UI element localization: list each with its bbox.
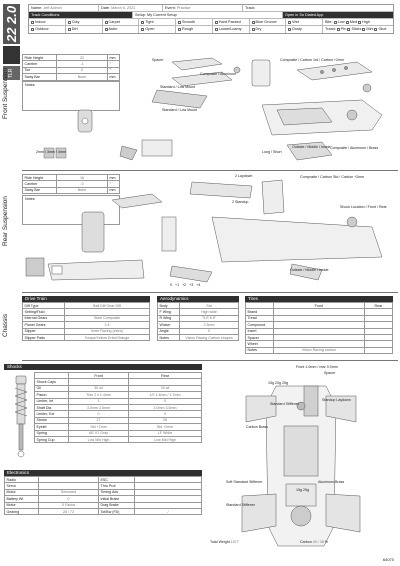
checkbox-icon xyxy=(68,21,71,24)
condition-label: Outdoor xyxy=(35,27,49,31)
front-callout-composite: Composite / Aluminum xyxy=(200,72,236,76)
tires-row-label: Brand xyxy=(246,309,274,315)
front-suspension-row-value[interactable]: 22 xyxy=(57,55,108,61)
shocks-rear-value[interactable]: Std +2mm xyxy=(129,424,202,430)
condition-label: Dirt xyxy=(71,27,78,31)
checkbox-icon xyxy=(252,21,255,24)
condition-checkbox[interactable] xyxy=(139,26,176,33)
drive-train-row-value[interactable]: Inner Racing (extra) xyxy=(65,328,150,334)
shocks-front-value[interactable]: 27 xyxy=(69,417,129,423)
checkbox-icon xyxy=(141,21,144,24)
electronics-value[interactable]: Sensored xyxy=(39,489,99,495)
electronics-label: Radio xyxy=(5,477,39,483)
drive-train-section xyxy=(22,296,150,341)
electronics-title: Electronics xyxy=(4,470,202,476)
electronics-label: ESC xyxy=(99,477,135,483)
chassis-callout-stiffener: Standard Stiffener xyxy=(270,402,299,406)
aero-row-label: F Wing xyxy=(158,309,180,315)
front-suspension-row-unit: mm xyxy=(108,55,120,61)
rear-suspension-row-label: Camber xyxy=(23,181,57,187)
aero-section xyxy=(157,296,239,341)
tires-front-value[interactable]: Vision Racing carbon xyxy=(274,347,365,353)
rear-suspension-row-value[interactable]: None xyxy=(57,187,108,193)
event-field[interactable] xyxy=(163,5,243,11)
checkbox-icon xyxy=(178,21,181,24)
front-suspension-row-value[interactable]: -1 xyxy=(57,61,108,67)
aero-row-label: R Wing xyxy=(158,315,180,321)
shocks-row-label: Eyelet xyxy=(35,424,69,430)
chassis-callout-spacer: Spacer xyxy=(324,371,336,375)
rear-callout-laydown: 2 Laydown xyxy=(235,174,253,178)
shocks-row xyxy=(35,436,202,442)
condition-checkbox[interactable] xyxy=(250,19,287,25)
condition-label: Dry xyxy=(255,27,262,31)
condition-checkbox[interactable] xyxy=(29,26,66,33)
electronics-value[interactable]: X Factor xyxy=(39,502,99,508)
track-label: Track: xyxy=(245,6,256,10)
condition-checkbox[interactable] xyxy=(66,26,103,33)
aero-row-label: Notes xyxy=(158,334,180,340)
shocks-front-value[interactable]: AE V1 Gray xyxy=(69,430,129,436)
shocks-row-label: Limiter, Ext xyxy=(35,411,69,417)
shocks-rear-value[interactable]: Low Mid High xyxy=(129,436,202,442)
chassis-callout-weights-2: 15g 25g xyxy=(296,488,309,492)
electronics-label: Tot/Bw (FD) xyxy=(99,508,135,514)
drive-train-row-value[interactable]: Steel Composite xyxy=(65,315,150,321)
electronics-label: Motor xyxy=(5,502,39,508)
aero-row xyxy=(158,334,239,340)
condition-label: Smooth xyxy=(182,20,196,24)
tires-row-label: Compound xyxy=(246,322,274,328)
condition-label: Tight xyxy=(145,20,154,24)
tires-row-label: Wheel xyxy=(246,341,274,347)
checkbox-icon xyxy=(358,21,361,24)
checkbox-icon xyxy=(105,21,108,24)
front-callout-size: 2mm / 3mm / 4mm xyxy=(36,150,66,154)
shocks-title: Shocks xyxy=(4,364,202,370)
rear-notes-label: Notes: xyxy=(25,197,36,201)
option-label: Mini xyxy=(366,27,375,31)
front-suspension-row-unit: mm xyxy=(108,74,120,80)
front-callout-position: Outside / Middle / Inside xyxy=(292,145,331,149)
shocks-front-value[interactable]: 30 wt xyxy=(69,385,129,391)
track-field[interactable] xyxy=(243,5,393,11)
shocks-rear-value[interactable]: 0 xyxy=(129,398,202,404)
condition-label: Open xyxy=(145,27,155,31)
front-notes-label: Notes: xyxy=(25,83,36,87)
checkbox-icon xyxy=(347,28,350,31)
shocks-row-label: Stroke xyxy=(35,417,69,423)
rear-callout-shock-location: Shock Location / Front / Rear xyxy=(340,205,387,209)
condition-label: Dusty xyxy=(292,27,302,31)
condition-checkbox[interactable] xyxy=(139,19,176,25)
name-value: Jeff Aldrich xyxy=(43,6,62,10)
shocks-table xyxy=(34,372,202,443)
checkbox-icon xyxy=(374,28,377,31)
shocks-front-value[interactable]: Thin 2 x 1.4mm xyxy=(69,392,129,398)
condition-option-group[interactable] xyxy=(323,19,393,25)
shocks-rear-value[interactable]: 30 wt xyxy=(129,385,202,391)
drive-train-row-label: Internal Gears xyxy=(23,315,65,321)
condition-checkbox[interactable] xyxy=(103,26,140,33)
front-suspension-row-label: Toe xyxy=(23,67,57,73)
rear-suspension-row-unit: mm xyxy=(108,175,120,181)
tires-column-header: Front xyxy=(274,303,365,309)
option-label: Low xyxy=(337,20,346,24)
option-label: Med xyxy=(349,20,359,24)
drive-train-row-label: Setting/Fluid xyxy=(23,309,65,315)
rear-suspension-row-unit: ° xyxy=(108,181,120,187)
rear-suspension-row-label: Sway Bar xyxy=(23,187,57,193)
condition-label: Wet xyxy=(292,20,299,24)
tires-column-header: Rear xyxy=(364,303,392,309)
shocks-front-value[interactable]: 3.0mm 3.5mm xyxy=(69,404,129,410)
electronics-value[interactable]: / xyxy=(135,508,202,514)
checkbox-icon xyxy=(362,28,365,31)
condition-label: Loose/Loamy xyxy=(218,27,242,31)
drive-train-row-label: Diff Type xyxy=(23,303,65,309)
electronics-label: Battery Wt xyxy=(5,496,39,502)
checkbox-icon xyxy=(31,28,34,31)
electronics-value[interactable]: 0 xyxy=(39,496,99,502)
front-callout-standard: Standard / Low Mount xyxy=(162,108,198,112)
option-group-label: Bite: xyxy=(325,20,334,24)
page-number: 64070 xyxy=(382,557,394,562)
rear-suspension-row-label: Ride Height xyxy=(23,175,57,181)
condition-checkbox[interactable] xyxy=(213,26,250,33)
shocks-row-label: Spring xyxy=(35,430,69,436)
condition-label: Clay xyxy=(71,20,80,24)
front-suspension-row-value[interactable]: None xyxy=(57,74,108,80)
condition-checkbox[interactable] xyxy=(213,19,250,25)
drive-train-row-value[interactable]: Ball Diff Gear Diff xyxy=(65,303,150,309)
electronics-label: Drag Brake xyxy=(99,502,135,508)
name-field[interactable] xyxy=(29,5,99,11)
condition-checkbox[interactable] xyxy=(176,19,213,25)
shocks-rear-value[interactable]: 26 xyxy=(129,417,202,423)
shocks-row-label: Limiter, Int xyxy=(35,398,69,404)
condition-checkbox[interactable] xyxy=(103,19,140,25)
electronics-row xyxy=(5,508,202,514)
section-divider-2 xyxy=(22,292,398,293)
front-suspension-row-label: Sway Bar xyxy=(23,74,57,80)
track-conditions-title: Track Conditions xyxy=(29,12,133,18)
conditions-row-1 xyxy=(29,19,393,26)
front-suspension-row-label: Camber xyxy=(23,61,57,67)
drive-train-row-value[interactable]: Torque/Yellow Drive/Orange xyxy=(65,334,150,340)
shocks-row-label: Piston xyxy=(35,392,69,398)
shocks-front-value[interactable]: 1 xyxy=(69,398,129,404)
checkbox-icon xyxy=(288,21,291,24)
tires-rear-value[interactable] xyxy=(364,347,392,353)
chassis-label: Chassis xyxy=(2,313,9,337)
shock-icon xyxy=(6,374,36,460)
front-suspension-row-unit: ° xyxy=(108,67,120,73)
shocks-front-value[interactable]: Std +2mm xyxy=(69,424,129,430)
shocks-front-value[interactable]: 0 xyxy=(69,411,129,417)
rear-callout-position: Outside / Middle / Inside xyxy=(290,268,329,272)
brand-logo: TLR xyxy=(3,66,20,80)
aero-title: Aerodynamics xyxy=(157,296,239,302)
aero-row-label: Wicker xyxy=(158,322,180,328)
condition-label: Blue Groove xyxy=(255,20,277,24)
front-callout-composite-2: Composite / Aluminum / Brass xyxy=(330,146,379,150)
front-suspension-row-unit: ° xyxy=(108,61,120,67)
aero-row-value[interactable]: Std xyxy=(180,303,239,309)
front-callout-length: Long / Short xyxy=(262,150,282,154)
electronics-label: Servo xyxy=(5,483,39,489)
option-group-label: Tread: xyxy=(325,27,337,31)
front-suspension-row-label: Ride Height xyxy=(23,55,57,61)
drive-train-row xyxy=(23,334,150,340)
shocks-column-header: Rear xyxy=(129,373,202,379)
condition-checkbox[interactable] xyxy=(66,19,103,25)
date-field[interactable] xyxy=(99,5,163,11)
electronics-label: Timing Adv xyxy=(99,489,135,495)
electronics-label: Initial Brake xyxy=(99,496,135,502)
chassis-callout-front-rear: Front 1.0mm / rear 0.0mm xyxy=(296,365,338,369)
section-divider-1 xyxy=(22,170,398,171)
tires-section xyxy=(245,296,393,354)
aero-row-value[interactable]: Vision Racing Carbon shapes xyxy=(180,334,239,340)
tires-row-label: Notes xyxy=(246,347,274,353)
shocks-row-label: Oil xyxy=(35,385,69,391)
checkbox-icon xyxy=(178,28,181,31)
tires-row xyxy=(246,347,393,353)
electronics-label: Motor xyxy=(5,489,39,495)
date-value: March 6, 2021 xyxy=(111,6,136,10)
condition-checkbox[interactable] xyxy=(29,19,66,25)
condition-checkbox[interactable] xyxy=(286,26,323,33)
front-suspension-label: Front Suspension xyxy=(2,68,9,120)
shocks-section xyxy=(4,364,202,442)
shocks-row-label: Shaft Dia xyxy=(35,404,69,410)
shocks-rear-value[interactable]: 1/2 1.4mm / 1.7mm xyxy=(129,392,202,398)
chassis-top-diagram xyxy=(206,366,396,556)
chassis-callout-standup: Standup Laydown xyxy=(322,398,351,402)
electronics-section xyxy=(4,470,202,515)
checkbox-icon xyxy=(346,21,349,24)
conditions-row-2 xyxy=(29,26,393,33)
electronics-label: Thro Prof xyxy=(99,483,135,489)
option-label: Slicks xyxy=(351,27,363,31)
shocks-column-header: Front xyxy=(69,373,129,379)
checkbox-icon xyxy=(31,21,34,24)
aero-row-value[interactable]: 0 xyxy=(180,328,239,334)
aero-row-value[interactable]: 2.5mm xyxy=(180,322,239,328)
front-callout-carbon: Composite / Carbon 1rd / Carbon +2mm xyxy=(280,58,345,62)
carbon-percent-label: Carbon 40 / 38 % xyxy=(300,540,328,544)
rear-callout-carbon: Composite / Carbon Std / Carbon +2mm xyxy=(300,175,365,179)
drive-train-row-label: Planet Gears xyxy=(23,322,65,328)
condition-checkbox[interactable] xyxy=(176,26,213,33)
shocks-rear-value[interactable]: 3.0mm 3.5mm xyxy=(129,404,202,410)
chassis-callout-weights: 15g 20g 25g xyxy=(268,381,288,385)
checkbox-icon xyxy=(288,28,291,31)
drive-train-row-label: Slipper xyxy=(23,328,65,334)
name-label: Name: xyxy=(31,6,43,10)
tires-row-label: Spacer xyxy=(246,334,274,340)
condition-label: Indoor xyxy=(35,20,46,24)
shocks-row-label: Spring Cup xyxy=(35,436,69,442)
option-label: Pin xyxy=(340,27,348,31)
aero-row-label: Body xyxy=(158,303,180,309)
condition-checkbox[interactable] xyxy=(286,19,323,25)
total-weight-label: Total Weight 1577 xyxy=(210,540,239,544)
drive-train-title: Drive Train xyxy=(22,296,150,302)
option-label: High xyxy=(362,20,370,24)
rear-suspension-row-value[interactable]: 16 xyxy=(57,175,108,181)
front-suspension-row-value[interactable]: 0 xyxy=(57,67,108,73)
tires-row-label: Tread xyxy=(246,315,274,321)
drive-train-row-value[interactable]: 3 4 xyxy=(65,322,150,328)
drive-train-row-label: Slipper Pads xyxy=(23,334,65,340)
setup-title: Setup: My Current Setup xyxy=(133,12,283,18)
chassis-callout-carbon-brass: Carbon Brass xyxy=(246,425,268,429)
checkbox-icon xyxy=(105,28,108,31)
shocks-rear-value[interactable]: LF White xyxy=(129,430,202,436)
checkbox-icon xyxy=(215,21,218,24)
event-label: Event: xyxy=(165,6,176,10)
aero-row-label: Angle xyxy=(158,328,180,334)
rear-callout-standup: 2 Standup xyxy=(232,200,249,204)
checkbox-icon xyxy=(68,28,71,31)
front-callout-spacer: Spacer xyxy=(152,58,164,62)
checkbox-icon xyxy=(215,28,218,31)
aero-row-value[interactable]: High wide xyxy=(180,309,239,315)
checkbox-icon xyxy=(334,21,337,24)
tires-title: Tires xyxy=(245,296,393,302)
condition-checkbox[interactable] xyxy=(250,26,287,33)
checkbox-icon xyxy=(252,28,255,31)
front-callout-mount: Standard / Low Mount xyxy=(160,85,196,89)
condition-label: Astro xyxy=(108,27,118,31)
open-app-link[interactable]: Open in So Dialed App xyxy=(283,12,393,18)
shocks-rear-value[interactable]: 0 xyxy=(129,411,202,417)
chassis-callout-soft: Soft Standard Stiffener xyxy=(226,480,263,484)
chassis-callout-aluminum: Aluminum Brass xyxy=(318,480,345,484)
date-label: Date: xyxy=(101,6,111,10)
condition-label: Hard Packed xyxy=(218,20,241,24)
section-divider-3 xyxy=(22,360,398,361)
shocks-row-label: Shock Caps xyxy=(35,379,69,385)
checkbox-icon xyxy=(337,28,340,31)
electronics-label: Gearing xyxy=(5,508,39,514)
rear-suspension-row-unit: mm xyxy=(108,187,120,193)
tires-row-label: Insert xyxy=(246,328,274,334)
condition-label: Rough xyxy=(182,27,194,31)
event-value: Practice xyxy=(176,6,191,10)
chassis-callout-standard: Standard Stiffener xyxy=(226,503,255,507)
condition-option-group[interactable] xyxy=(323,26,393,33)
model-logo xyxy=(3,4,20,44)
option-label: Glue xyxy=(378,27,387,31)
aero-row-value[interactable]: TLR 6.5" xyxy=(180,315,239,321)
front-suspension-diagram xyxy=(22,50,398,170)
checkbox-icon xyxy=(141,28,144,31)
shocks-front-value[interactable]: Low Mid High xyxy=(69,436,129,442)
model-logo-text: 22 2.0 xyxy=(4,5,19,43)
rear-suspension-diagram xyxy=(22,172,398,292)
sheet-header xyxy=(28,4,394,34)
electronics-value[interactable]: 28 / 72 xyxy=(39,508,99,514)
rear-toe-values: 0 +1 +2 +3 +4 xyxy=(170,283,201,287)
rear-suspension-row-value[interactable]: -0 xyxy=(57,181,108,187)
condition-label: Carpet xyxy=(108,20,120,24)
rear-suspension-label: Rear Suspension xyxy=(2,196,9,246)
